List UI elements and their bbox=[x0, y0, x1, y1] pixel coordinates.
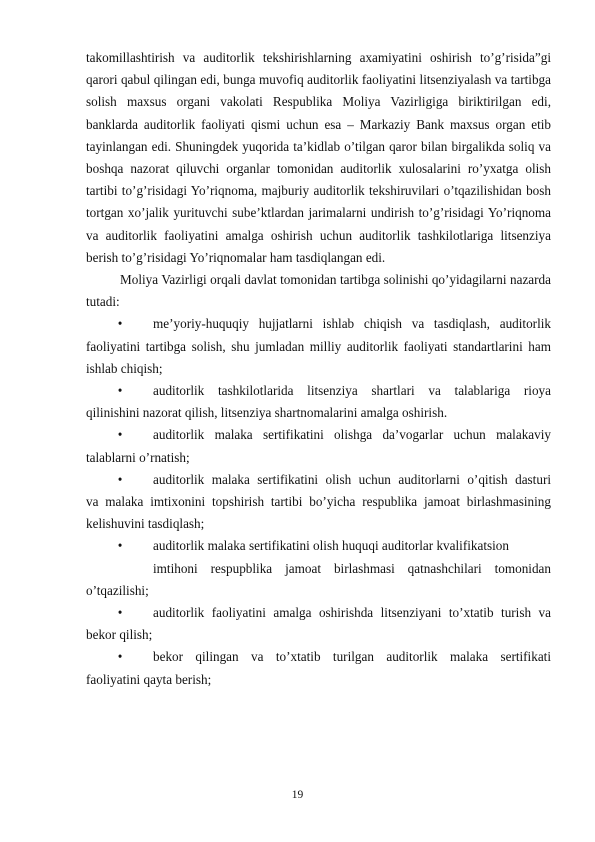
list-item-text: me’yoriy-huquqiy hujjatlarni ishlab chiqish va tasdiqlash, auditorlik bbox=[153, 316, 551, 332]
list-item bbox=[86, 313, 551, 380]
list-item bbox=[86, 646, 551, 690]
list-item-text: auditorlik malaka sertifikatini olishga da’vogarlar uchun malakaviy bbox=[153, 427, 551, 443]
list-item-continuation: va malaka imtixonini topshirish tartibi bo’yicha respublika jamoat birlashmasining kelishuvini tasdiqlash; bbox=[86, 494, 551, 532]
bullet-icon: • bbox=[117, 383, 123, 399]
list-item-continuation: qilinishini nazorat qilish, litsenziya shartnomalarini amalga oshirish. bbox=[86, 405, 448, 421]
bullet-icon: • bbox=[117, 538, 123, 554]
page-content bbox=[86, 47, 551, 691]
list-item-continuation: talablarni o’rnatish; bbox=[86, 449, 190, 465]
bullet-icon: • bbox=[117, 427, 123, 443]
list-item bbox=[86, 424, 551, 468]
list-item bbox=[86, 535, 551, 602]
bullet-icon: • bbox=[117, 316, 123, 332]
list-item-text: auditorlik malaka sertifikatini olish uchun auditorlarni o’qitish dasturi bbox=[153, 471, 551, 487]
list-item-continuation: faoliyatini qayta berish; bbox=[86, 671, 212, 687]
bullet-icon: • bbox=[117, 471, 123, 487]
list-item bbox=[86, 380, 551, 424]
list-item-text-line2: imtihoni respupblika jamoat birlashmasi qatnashchilari tomonidan bbox=[153, 560, 551, 576]
list-item-text: bekor qilingan va to’xtatib turilgan auditorlik malaka sertifikati bbox=[153, 649, 551, 665]
body-paragraph: Moliya Vazirligi orqali davlat tomonidan tartibga solinishi qo’yidagilarni nazarda tutadi: bbox=[86, 272, 551, 310]
list-item-continuation: bekor qilish; bbox=[86, 627, 153, 643]
list-item-continuation: faoliyatini tartibga solish, shu jumladan milliy auditorlik faoliyati standartlarini ham ishlab chiqish; bbox=[86, 338, 551, 376]
list-item bbox=[86, 469, 551, 536]
page-number: 19 bbox=[291, 789, 304, 801]
list-item-text: auditorlik faoliyatini amalga oshirishda litsenziyani to’xtatib turish va bbox=[153, 605, 551, 621]
list-item-text: auditorlik tashkilotlarida litsenziya shartlari va talablariga rioya bbox=[153, 383, 551, 399]
bullet-icon: • bbox=[117, 605, 123, 621]
list-item bbox=[86, 602, 551, 646]
bullet-icon: • bbox=[117, 649, 123, 665]
list-item-continuation: o’tqazilishi; bbox=[86, 582, 149, 598]
list-item-text: auditorlik malaka sertifikatini olish huquqi auditorlar kvalifikatsion bbox=[153, 538, 509, 554]
body-paragraph: takomillashtirish va auditorlik tekshirishlarning axamiyatini oshirish to’g’risida”gi qarori qabul qilingan edi, bunga muvofiq auditorlik faoliyatini litsenziyalash va tartibga solish maxsus organi vakolati Respublika Moliya Vazirligiga biriktirilgan edi, banklarda auditorlik faoliyati qismi uchun esa – Markaziy Bank maxsus organ etib tayinlangan edi. Shuningdek yuqorida ta’kidlab o’tilgan qaror bilan birgalikda soliq va boshqa nazorat qiluvchi organlar tomonidan auditorlik xulosalarini ro’yxatga olish tartibi to’g’risidagi Yo’riqnoma, majburiy auditorlik tekshiruvilari o’tqazilishidan bosh tortgan xo’jalik yurituvchi sube’ktlardan jarimalarni undirish to’g’risidagi Yo’riqnoma va auditorlik faoliyatini amalga oshirish uchun auditorlik tashkilotlariga litsenziya berish to’g’risidagi Yo’riqnomalar ham tasdiqlangan edi. bbox=[86, 50, 551, 265]
